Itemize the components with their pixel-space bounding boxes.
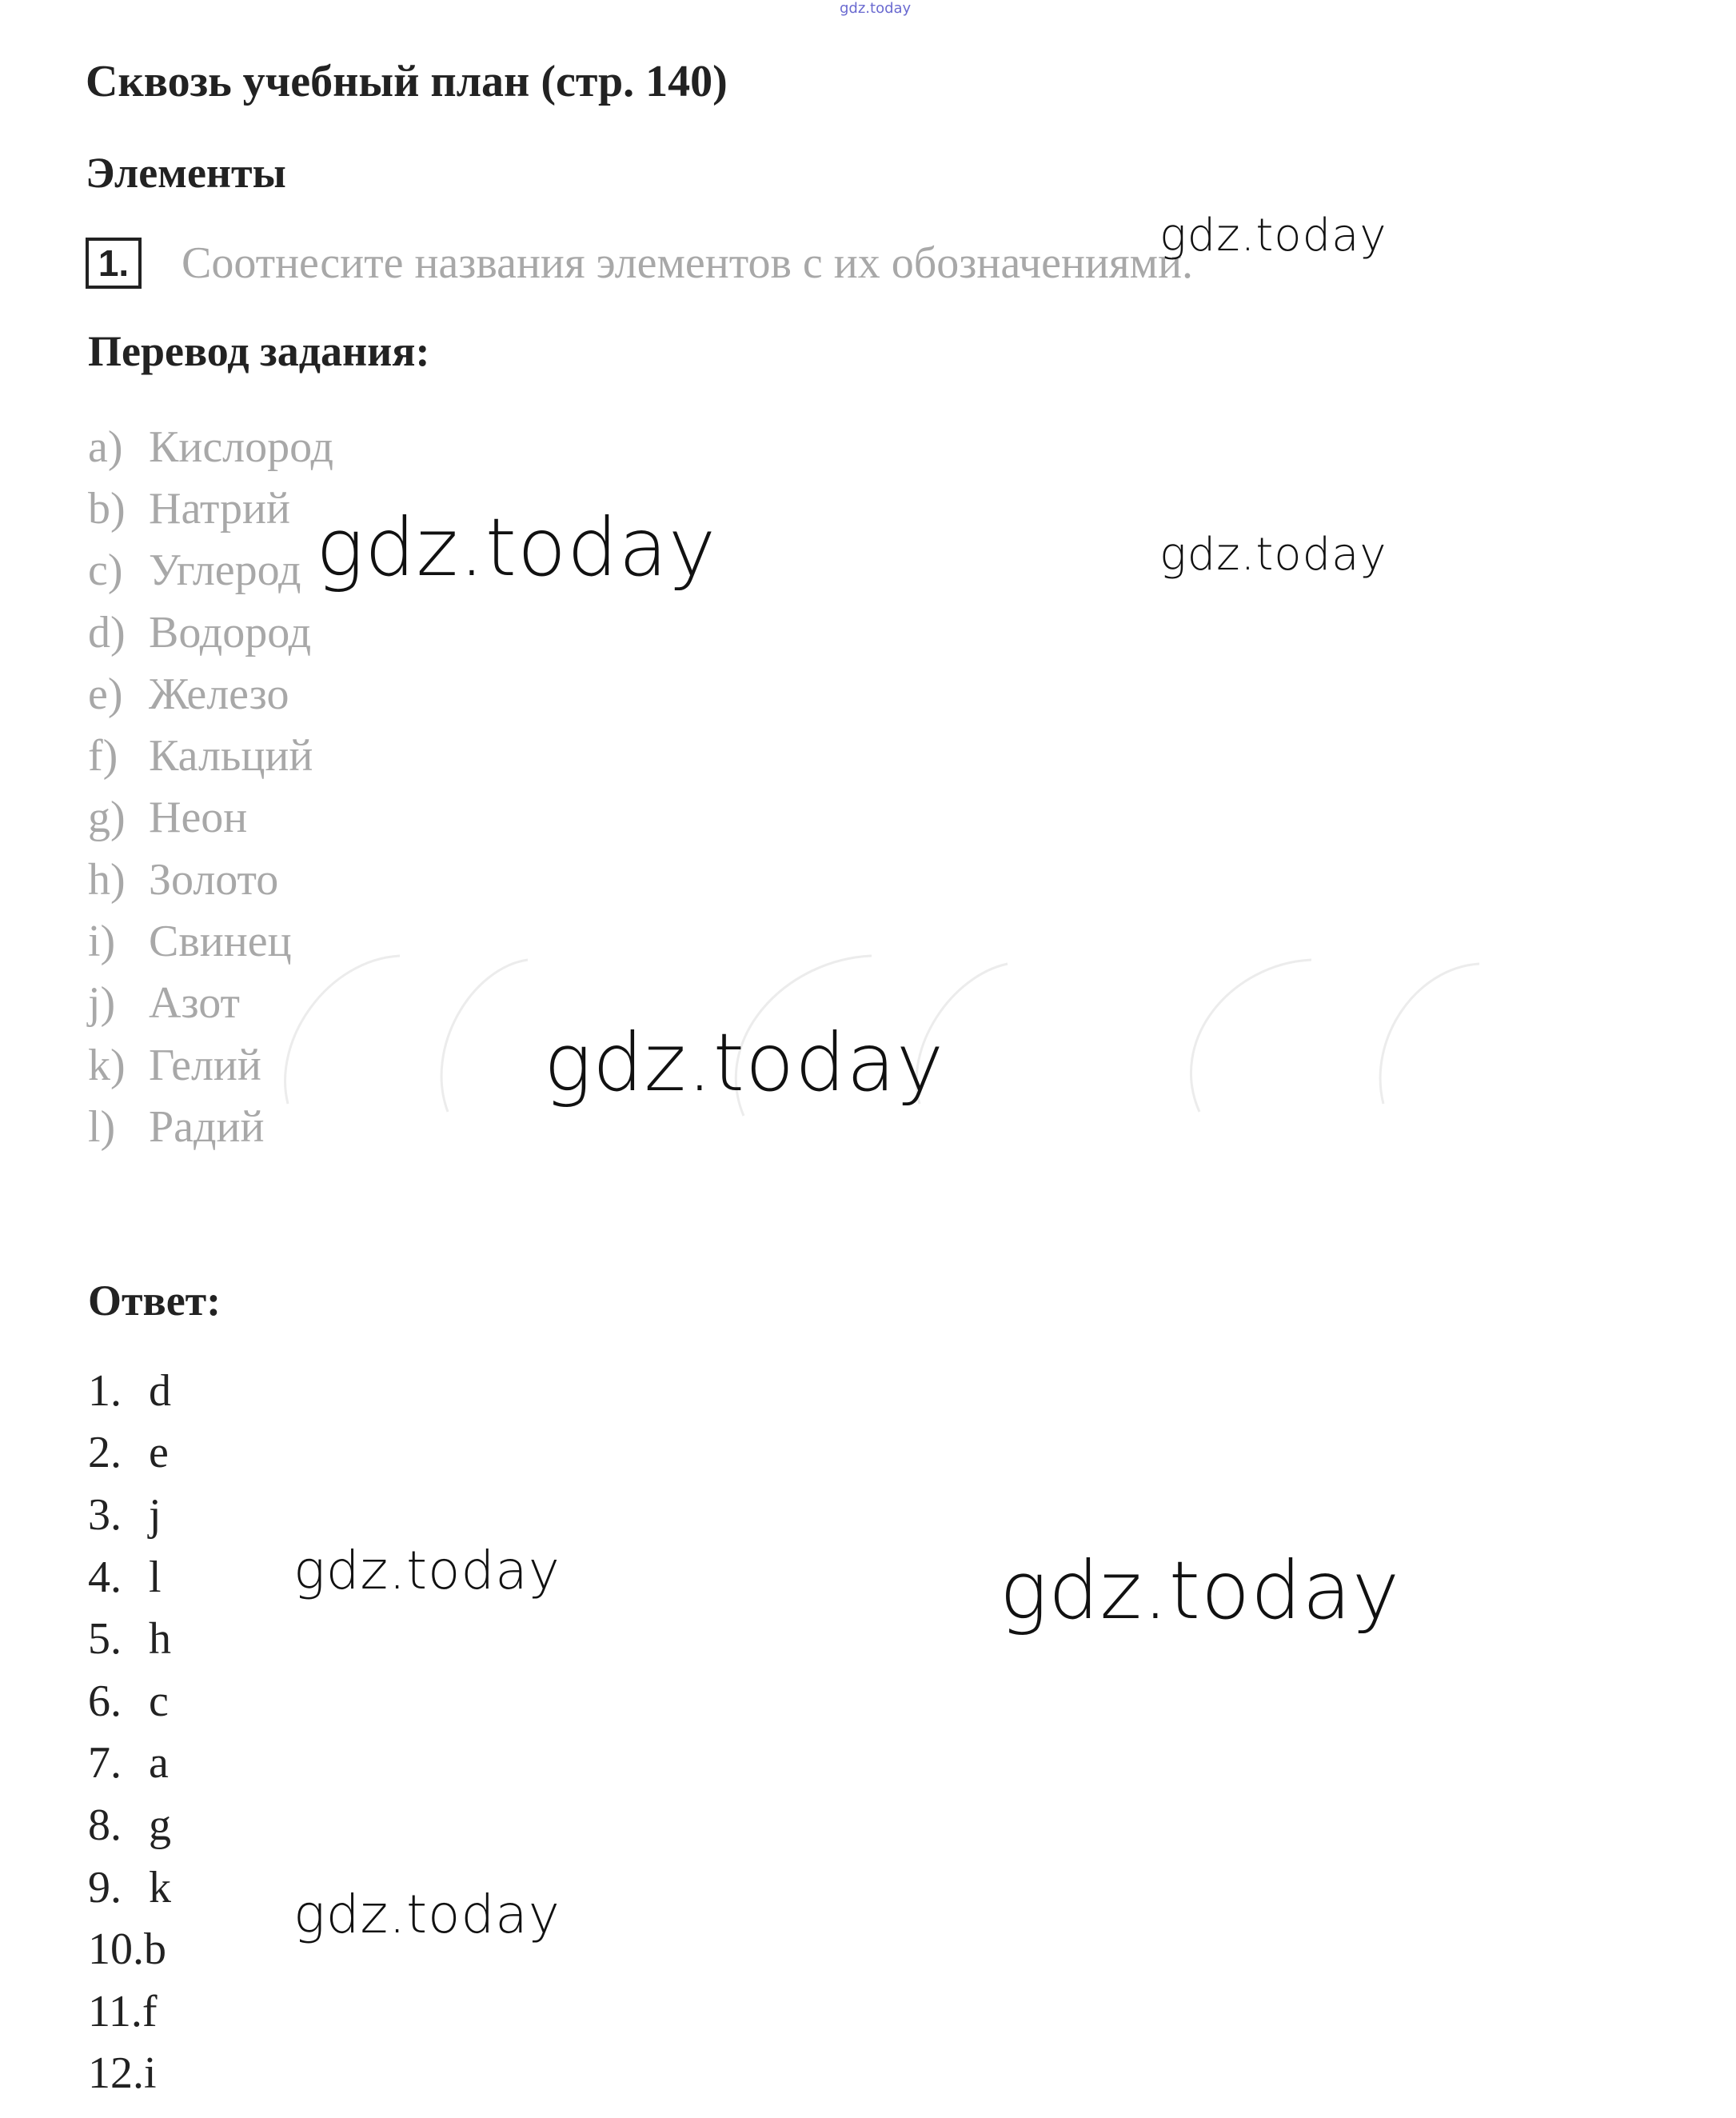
answers-list xyxy=(88,1360,171,2104)
top-watermark: gdz.today xyxy=(840,0,912,17)
answer-number: 1. xyxy=(88,1365,122,1416)
list-item xyxy=(88,1670,171,1732)
answer-value: b xyxy=(144,1924,166,1975)
section-title: Элементы xyxy=(86,149,286,197)
answer-number: 4. xyxy=(88,1552,122,1602)
option-letter: e) xyxy=(88,669,123,719)
option-name: Железо xyxy=(149,669,289,719)
option-name: Кислород xyxy=(149,422,333,472)
option-letter: f) xyxy=(88,731,118,781)
answer-number: 12. xyxy=(88,2048,144,2099)
answer-number: 7. xyxy=(88,1738,122,1788)
option-letter: b) xyxy=(88,483,126,533)
option-letter: a) xyxy=(88,422,123,472)
answer-value: a xyxy=(149,1738,169,1788)
option-letter: i) xyxy=(88,917,116,967)
option-name: Водород xyxy=(149,607,312,657)
option-letter: j) xyxy=(88,978,116,1029)
watermark: gdz.today xyxy=(316,501,717,594)
list-item xyxy=(88,1732,171,1795)
answer-number: 11. xyxy=(88,1986,142,2036)
option-name: Азот xyxy=(149,978,240,1029)
option-name: Свинец xyxy=(149,917,292,967)
answer-number: 10. xyxy=(88,1924,144,1975)
answer-value: i xyxy=(144,2048,157,2099)
option-letter: k) xyxy=(88,1040,126,1090)
option-name: Золото xyxy=(149,854,279,905)
answer-number: 9. xyxy=(88,1862,122,1912)
answer-value: h xyxy=(149,1614,171,1664)
watermark: gdz.today xyxy=(544,1016,945,1109)
list-item xyxy=(88,849,333,910)
answer-value: e xyxy=(149,1428,169,1478)
list-item xyxy=(88,601,333,663)
list-item xyxy=(88,540,333,601)
task-number-box: 1. xyxy=(86,238,142,289)
task-text: Соотнесите названия элементов с их обозначениями. xyxy=(182,238,1194,288)
list-item xyxy=(88,2043,171,2105)
answer-value: l xyxy=(149,1552,162,1602)
list-item xyxy=(88,478,333,539)
option-name: Кальций xyxy=(149,731,313,781)
option-name: Натрий xyxy=(149,483,290,533)
answer-number: 3. xyxy=(88,1489,122,1540)
task-row xyxy=(86,238,1193,289)
option-name: Неон xyxy=(149,793,248,843)
answer-value: d xyxy=(149,1365,171,1416)
list-item xyxy=(88,416,333,478)
answer-number: 6. xyxy=(88,1676,122,1726)
option-name: Радий xyxy=(149,1101,265,1152)
option-letter: g) xyxy=(88,793,126,843)
list-item xyxy=(88,787,333,849)
option-name: Гелий xyxy=(149,1040,261,1090)
watermark: gdz.today xyxy=(1159,210,1387,262)
watermark: gdz.today xyxy=(1000,1544,1401,1637)
list-item xyxy=(88,1360,171,1422)
answer-number: 8. xyxy=(88,1800,122,1850)
option-letter: h) xyxy=(88,854,126,905)
option-letter: c) xyxy=(88,545,123,596)
answer-title: Ответ: xyxy=(88,1277,221,1325)
watermark: gdz.today xyxy=(1159,529,1387,581)
list-item xyxy=(88,1794,171,1856)
option-letter: l) xyxy=(88,1101,116,1152)
option-name: Углерод xyxy=(149,545,301,596)
watermark: gdz.today xyxy=(293,1540,561,1601)
list-item xyxy=(88,1608,171,1670)
list-item xyxy=(88,1546,171,1608)
answer-value: k xyxy=(149,1862,171,1912)
page-title: Сквозь учебный план (стр. 140) xyxy=(86,57,728,106)
list-item xyxy=(88,1980,171,2043)
list-item xyxy=(88,725,333,786)
list-item xyxy=(88,1856,171,1919)
answer-value: c xyxy=(149,1676,169,1726)
list-item xyxy=(88,663,333,725)
list-item xyxy=(88,1918,171,1980)
answer-value: j xyxy=(149,1489,162,1540)
answer-number: 5. xyxy=(88,1614,122,1664)
option-letter: d) xyxy=(88,607,126,657)
watermark: gdz.today xyxy=(293,1884,561,1945)
list-item xyxy=(88,1484,171,1546)
answer-value: g xyxy=(149,1800,171,1850)
translation-title: Перевод задания: xyxy=(88,327,430,375)
answer-number: 2. xyxy=(88,1428,122,1478)
list-item xyxy=(88,1422,171,1485)
answer-value: f xyxy=(142,1986,158,2036)
